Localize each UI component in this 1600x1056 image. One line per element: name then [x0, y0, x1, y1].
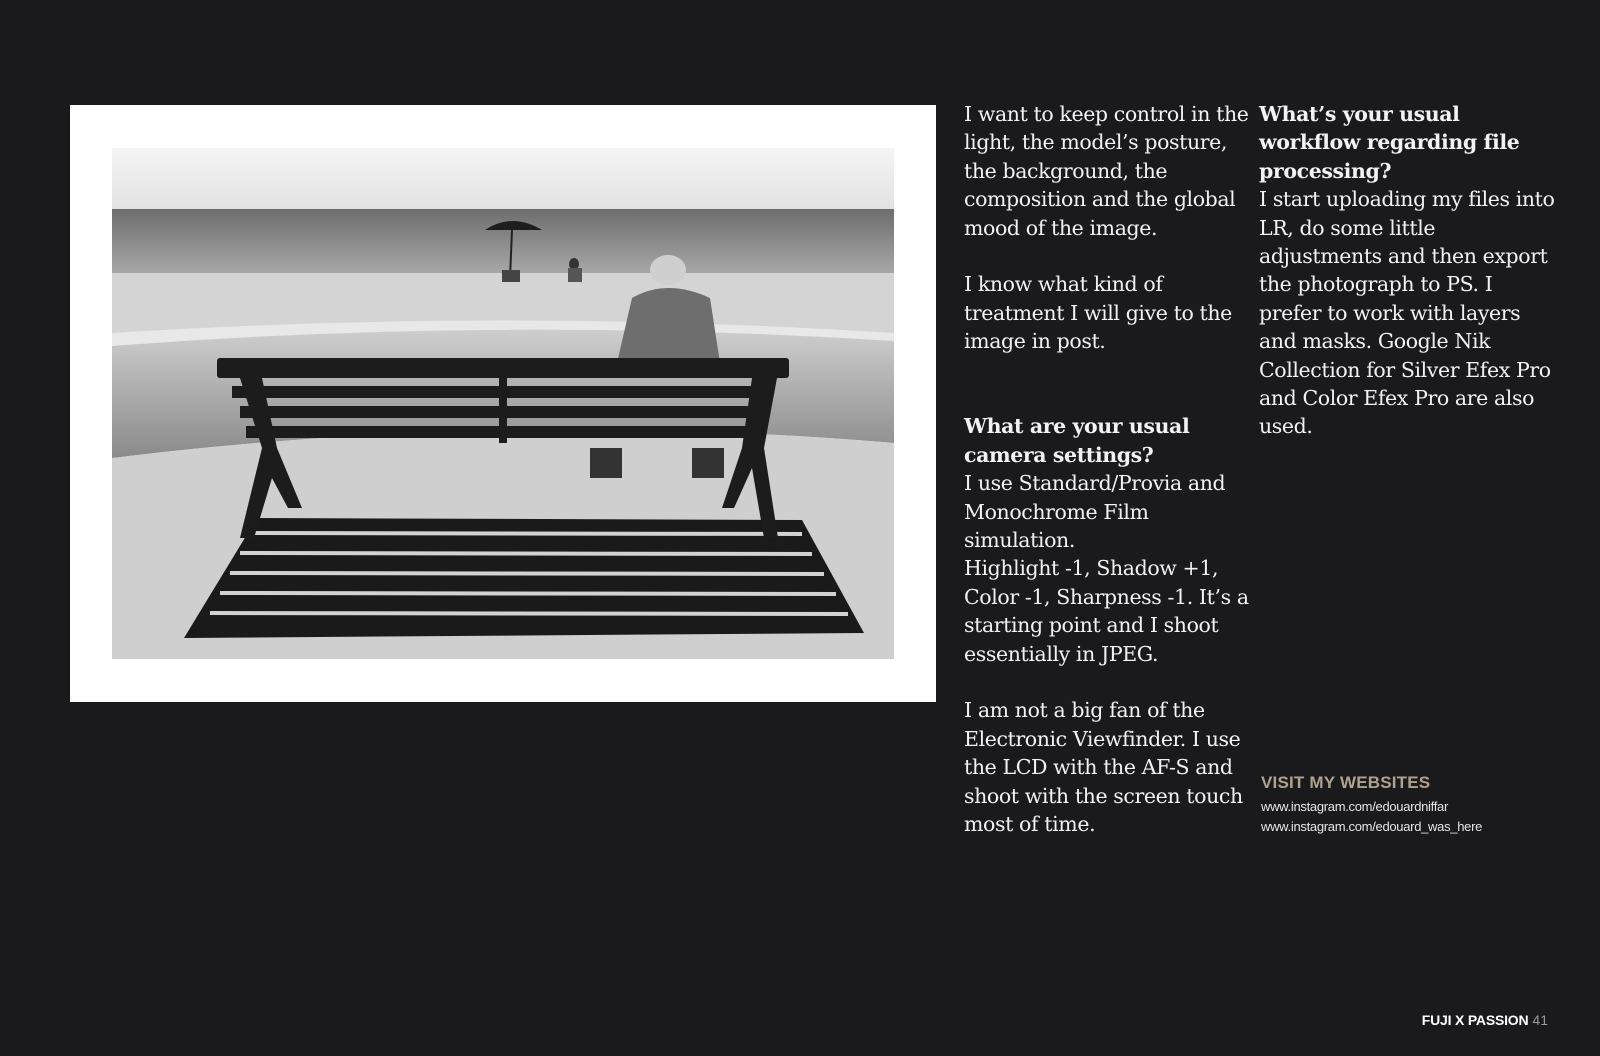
- website-link-1[interactable]: www.instagram.com/edouardniffar: [1261, 799, 1448, 814]
- intro-paragraph-2: I know what kind of treatment I will give to the image in post.: [964, 272, 1232, 354]
- page-footer: [1422, 1012, 1548, 1028]
- viewfinder-answer: I am not a big fan of the Electronic Viewfinder. I use the LCD with the AF-S and shoot with the screen touch most of time.: [964, 698, 1243, 837]
- photo-frame: [70, 105, 936, 702]
- workflow-answer: I start uploading my files into LR, do some little adjustments and then export the photograph to PS. I prefer to work with layers and masks. Google Nik Collection for Silver Efex Pro and Color Efex Pro are also used.: [1259, 187, 1555, 439]
- magazine-brand: FUJI X PASSION: [1421, 1012, 1529, 1028]
- article-column-1: [964, 100, 1254, 867]
- websites-block: [1261, 773, 1482, 837]
- website-link-2[interactable]: www.instagram.com/edouard_was_here: [1261, 819, 1483, 834]
- page-number: 41: [1532, 1012, 1548, 1028]
- websites-title: VISIT MY WEBSITES: [1261, 773, 1431, 792]
- camera-settings-answer: I use Standard/Provia and Monochrome Film simulation. Highlight -1, Shadow +1, Color -1, Sharpness -1. It’s a starting point and I shoot essentially in JPEG.: [964, 471, 1249, 666]
- article-column-2: [1259, 100, 1559, 469]
- camera-settings-question: What are your usual camera settings?: [964, 414, 1190, 467]
- beach-bench-photo: [112, 148, 894, 659]
- intro-paragraph-1: I want to keep control in the light, the model’s posture, the background, the composition and the global mood of the image.: [964, 102, 1249, 240]
- workflow-question: What’s your usual workflow regarding file processing?: [1259, 102, 1520, 183]
